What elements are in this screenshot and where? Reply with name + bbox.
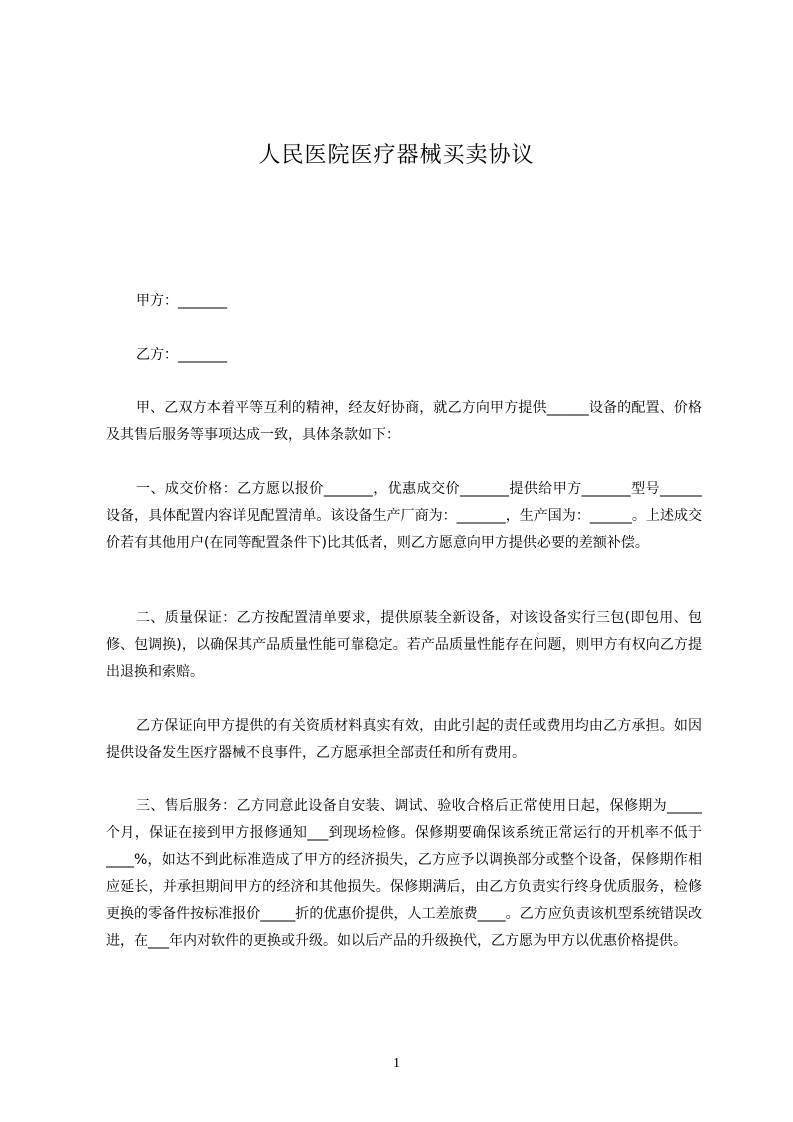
service-clause-paragraph: 三、售后服务：乙方同意此设备自安装、调试、验收合格后正常使用日起，保修期为_____个月，保证在接到甲方报修通知___到现场检修。保修期要确保该系统正常运行的开机率不低于____%，如达不到此标准造成了甲方的经济损失，乙方应予以调换部分或整个设备，保修期作相应延长，并承担期间甲方的经济和其他损失。保修期满后，由乙方负责实行终身优质服务，检修更换的零备件按标准报价_____折的优惠价提供，人工差旅费____。乙方应负责该机型系统错误改进，在___年内对软件的更换或升级。如以后产品的升级换代，乙方愿为甲方以优惠价格提供。 — [106, 798, 702, 949]
party-b-line: 乙方：_______ — [136, 347, 227, 363]
price-clause-paragraph: 一、成交价格：乙方愿以报价_______，优惠成交价_______提供给甲方_______型号______设备，具体配置内容详见配置清单。该设备生产厂商为：_______，生产国为：______。上述成交价若有其他用户(在同等配置条件下)比其低者，则乙方愿意向甲方提供必要的差额补偿。 — [106, 481, 702, 551]
party-a-line: 甲方：_______ — [136, 293, 227, 309]
certification-paragraph: 乙方保证向甲方提供的有关资质材料真实有效，由此引起的责任或费用均由乙方承担。如因提供设备发生医疗器械不良事件，乙方愿承担全部责任和所有费用。 — [106, 718, 702, 761]
document-title: 人民医院医疗器械买卖协议 — [258, 143, 535, 168]
intro-paragraph: 甲、乙双方本着平等互利的精神，经友好协商，就乙方向甲方提供______设备的配置、价格及其售后服务等事项达成一致，具体条款如下： — [106, 400, 702, 443]
page-number: 1 — [393, 1056, 400, 1071]
quality-clause-paragraph: 二、质量保证：乙方按配置清单要求，提供原装全新设备，对该设备实行三包(即包用、包修、包调换)，以确保其产品质量性能可靠稳定。若产品质量性能存在问题，则甲方有权向乙方提出退换和索赔。 — [106, 610, 702, 680]
